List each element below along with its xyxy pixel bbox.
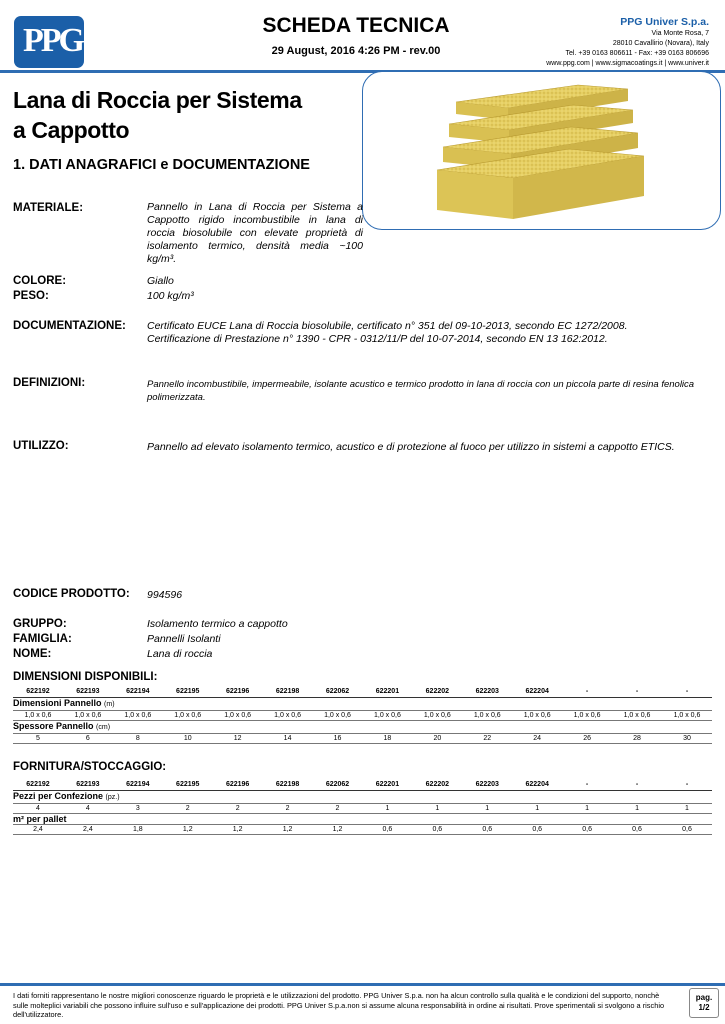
table-cell: 622196 (213, 779, 263, 790)
table-cell: 18 (362, 733, 412, 743)
table-cell: 16 (313, 733, 363, 743)
table-cell: 2,4 (13, 824, 63, 834)
table-cell: 2 (313, 803, 363, 813)
famiglia-label: FAMIGLIA: (13, 633, 72, 645)
table-cell: 14 (263, 733, 313, 743)
table-cell: 2 (163, 803, 213, 813)
table-cell: 1,0 x 0,6 (412, 710, 462, 720)
row-unit: (m) (104, 700, 115, 708)
row-label: Pezzi per Confezione (13, 790, 104, 801)
codice-prodotto-label: CODICE PRODOTTO: (13, 588, 130, 600)
fornitura-codes-row (13, 779, 712, 790)
logo-text: PPG (23, 22, 82, 59)
table-cell: 622204 (512, 779, 562, 790)
section-title: 1. DATI ANAGRAFICI e DOCUMENTAZIONE (13, 157, 310, 173)
fornitura-row2-header (13, 813, 712, 824)
fornitura-table (13, 779, 712, 835)
table-cell: 622196 (213, 686, 263, 697)
fornitura-row2-values (13, 824, 712, 834)
disclaimer-text: I dati forniti rappresentano le nostre migliori conoscenze riguardo le proprietà e le utilizzazioni del prodotto. PPG Univer S.p.a. non ha alcun controllo sulla qualità e le condizioni del supporto, nonchè sulle molteplici variabili che possono influire sull'uso e sull'applicazione dei prodotti. PPG Univer S.p.a.non si assume alcuna responsabilità in ordine ai risultati. Prove sperimentali si svolgono a rischio dell'utilizzatore. (13, 991, 665, 1019)
gruppo-label: GRUPPO: (13, 618, 67, 630)
table-cell: 622193 (63, 779, 113, 790)
table-cell: 1 (612, 803, 662, 813)
product-title-line-1: Lana di Roccia per Sistema (13, 87, 302, 113)
definizioni-label: DEFINIZIONI: (13, 377, 86, 389)
dimensioni-row2-header (13, 720, 712, 733)
table-cell: 6 (63, 733, 113, 743)
nome-label: NOME: (13, 648, 52, 660)
table-cell: 1,2 (163, 824, 213, 834)
table-cell: 622195 (163, 686, 213, 697)
table-cell: 1,0 x 0,6 (562, 710, 612, 720)
page-label: pag. (695, 993, 713, 1002)
table-cell: 1,0 x 0,6 (113, 710, 163, 720)
dimensioni-row1-header (13, 697, 712, 710)
address-line-2: 28010 Cavallirio (Novara), Italy (612, 40, 709, 47)
table-cell: 1,2 (313, 824, 363, 834)
nome-value: Lana di roccia (147, 648, 213, 660)
table-cell: 1,0 x 0,6 (13, 710, 63, 720)
dimensioni-table (13, 686, 712, 744)
documentazione-value (147, 320, 707, 346)
table-cell: 12 (213, 733, 263, 743)
table-cell: 1,2 (263, 824, 313, 834)
table-cell: 1 (412, 803, 462, 813)
peso-label: PESO: (13, 290, 49, 302)
company-address (449, 29, 709, 69)
table-cell: 1,8 (113, 824, 163, 834)
table-cell: 1 (462, 803, 512, 813)
dimensioni-title: DIMENSIONI DISPONIBILI: (13, 671, 158, 683)
table-cell: 622193 (63, 686, 113, 697)
dimensioni-codes-row (13, 686, 712, 697)
table-cell: 2 (263, 803, 313, 813)
table-cell: - (662, 686, 712, 697)
table-cell: 0,6 (562, 824, 612, 834)
documentazione-line-1: Certificato EUCE Lana di Roccia biosolubile, certificato n° 351 del 09-10-2013, secondo EC 1272/2008. (147, 320, 628, 332)
table-cell: - (562, 779, 612, 790)
documentazione-label: DOCUMENTAZIONE: (13, 320, 126, 332)
table-cell: 1,0 x 0,6 (612, 710, 662, 720)
definizioni-value: Pannello incombustibile, impermeabile, isolante acustico e termico prodotto in lana di roccia con un piccola parte di resina fenolica polimerizzata. (147, 379, 695, 403)
table-cell: 1,0 x 0,6 (662, 710, 712, 720)
table-cell: 28 (612, 733, 662, 743)
table-cell: 2 (213, 803, 263, 813)
document-date: 29 August, 2016 4:26 PM - rev.00 (271, 45, 441, 57)
table-cell: 0,6 (612, 824, 662, 834)
table-cell: 1,0 x 0,6 (63, 710, 113, 720)
famiglia-value: Pannelli Isolanti (147, 633, 221, 645)
table-cell: 1,0 x 0,6 (512, 710, 562, 720)
table-cell: 622202 (412, 686, 462, 697)
table-cell: 3 (113, 803, 163, 813)
table-cell: - (562, 686, 612, 697)
table-cell: 22 (462, 733, 512, 743)
table-cell: 26 (562, 733, 612, 743)
table-cell: 0,6 (462, 824, 512, 834)
row-unit: (pz.) (105, 793, 120, 801)
table-cell: 622201 (362, 779, 412, 790)
table-cell: - (662, 779, 712, 790)
row-unit: (cm) (96, 723, 111, 731)
table-cell: 622198 (263, 779, 313, 790)
table-cell: 1,0 x 0,6 (313, 710, 363, 720)
table-cell: 8 (113, 733, 163, 743)
table-cell: 622195 (163, 779, 213, 790)
table-cell: 622202 (412, 779, 462, 790)
table-cell: 30 (662, 733, 712, 743)
table-cell: - (612, 686, 662, 697)
rock-wool-panels-image (363, 72, 721, 230)
documentazione-line-2: Certificazione di Prestazione n° 1390 - CPR - 0312/11/P del 10-07-2014, secondo EN 13 162:2012. (147, 333, 608, 345)
company-name: PPG Univer S.p.a. (620, 16, 709, 28)
peso-value: 100 kg/m³ (147, 290, 194, 302)
materiale-value: Pannello in Lana di Roccia per Sistema a Cappotto rigido incombustibile in lana di roccia biosolubile con elevate proprietà di isolamento termico, densità media ~100 kg/m³. (147, 201, 363, 265)
document-title: SCHEDA TECNICA (262, 14, 450, 37)
row-label: m² per pallet (13, 813, 67, 824)
table-cell: - (612, 779, 662, 790)
dimensioni-row2-values (13, 733, 712, 743)
fornitura-row1-header (13, 790, 712, 803)
table-cell: 1,0 x 0,6 (263, 710, 313, 720)
table-cell: 4 (13, 803, 63, 813)
codice-prodotto-value: 994596 (147, 589, 183, 601)
page-number: 1/2 (698, 1003, 710, 1012)
dimensioni-row1-values (13, 710, 712, 720)
table-cell: 1,0 x 0,6 (462, 710, 512, 720)
table-cell: 0,6 (412, 824, 462, 834)
table-cell: 1 (662, 803, 712, 813)
table-cell: 1 (362, 803, 412, 813)
utilizzo-label: UTILIZZO: (13, 440, 69, 452)
table-cell: 1 (512, 803, 562, 813)
table-cell: 622204 (512, 686, 562, 697)
table-cell: 0,6 (662, 824, 712, 834)
table-cell: 622201 (362, 686, 412, 697)
product-image-frame (362, 71, 721, 230)
fornitura-title: FORNITURA/STOCCAGGIO: (13, 761, 167, 773)
ppg-logo (14, 16, 84, 68)
table-cell: 622203 (462, 686, 512, 697)
table-cell: 622194 (113, 686, 163, 697)
page-indicator (689, 988, 719, 1018)
table-cell: 0,6 (362, 824, 412, 834)
table-cell: 622192 (13, 779, 63, 790)
product-title (13, 85, 302, 145)
materiale-label: MATERIALE: (13, 202, 84, 214)
websites-line: www.ppg.com | www.sigmacoatings.it | www.univer.it (546, 60, 709, 67)
table-cell: 622194 (113, 779, 163, 790)
gruppo-value: Isolamento termico a cappotto (147, 618, 288, 630)
table-cell: 20 (412, 733, 462, 743)
address-line-1: Via Monte Rosa, 7 (651, 30, 709, 37)
fornitura-row1-values (13, 803, 712, 813)
table-cell: 10 (163, 733, 213, 743)
table-cell: 1,0 x 0,6 (213, 710, 263, 720)
utilizzo-value: Pannello ad elevato isolamento termico, acustico e di protezione al fuoco per utilizzo in sistemi a cappotto ETICS. (147, 441, 675, 453)
table-cell: 622203 (462, 779, 512, 790)
table-cell: 622062 (313, 686, 363, 697)
colore-value: Giallo (147, 275, 174, 287)
table-cell: 622062 (313, 779, 363, 790)
product-title-line-2: a Cappotto (13, 117, 130, 143)
table-cell: 2,4 (63, 824, 113, 834)
row-label: Spessore Pannello (13, 720, 94, 731)
table-cell: 1,0 x 0,6 (163, 710, 213, 720)
table-cell: 5 (13, 733, 63, 743)
colore-label: COLORE: (13, 275, 67, 287)
table-cell: 1,2 (213, 824, 263, 834)
row-label: Dimensioni Pannello (13, 697, 102, 708)
table-cell: 622198 (263, 686, 313, 697)
footer-divider (0, 983, 725, 986)
table-cell: 622192 (13, 686, 63, 697)
table-cell: 1 (562, 803, 612, 813)
table-cell: 1,0 x 0,6 (362, 710, 412, 720)
table-cell: 4 (63, 803, 113, 813)
table-cell: 0,6 (512, 824, 562, 834)
table-cell: 24 (512, 733, 562, 743)
contacts-line: Tel. +39 0163 806611 - Fax: +39 0163 806696 (565, 50, 709, 57)
